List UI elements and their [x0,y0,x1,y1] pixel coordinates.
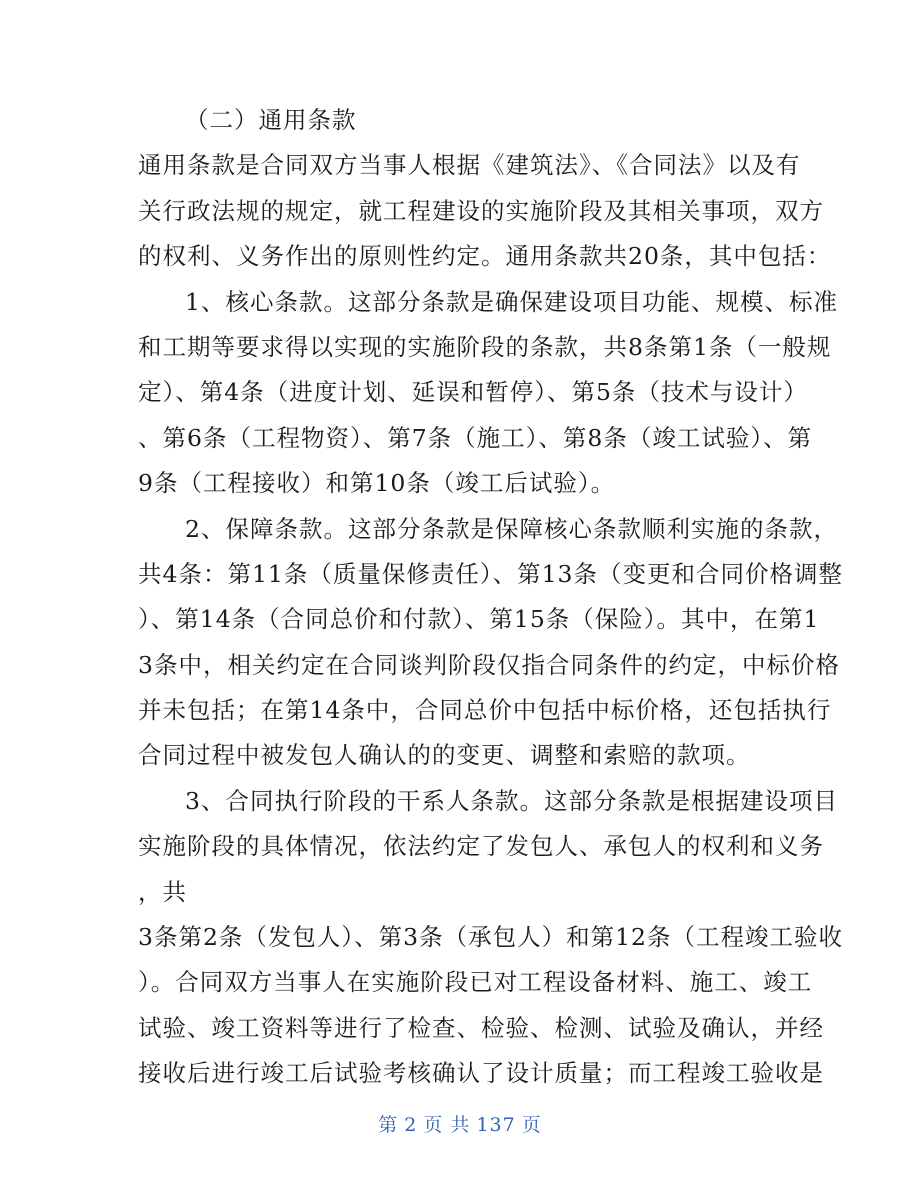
text-line: 通用条款是合同双方当事人根据《建筑法》、《合同法》以及有 [138,151,801,180]
document-body [138,98,844,1097]
text-line: ）。合同双方当事人在实施阶段已对工程设备材料、施工、竣工 [138,968,813,997]
text-line: 试验、竣工资料等进行了检查、检验、检测、试验及确认，并经 [138,1013,824,1042]
footer-prefix: 第 [378,1114,399,1136]
text-line: 和工期等要求得以实现的实施阶段的条款，共8条第1条（一般规 [138,332,832,361]
footer-suffix: 页 [521,1114,542,1136]
text-line: 合同过程中被发包人确认的的变更、调整和索赔的款项。 [138,741,751,770]
footer-page-number: 2 [404,1114,418,1136]
text-line: （二）通用条款 [185,106,357,134]
text-line: 并未包括；在第14条中，合同总价中包括中标价格，还包括执行 [138,696,832,725]
text-line: ）、第14条（合同总价和付款）、第15条（保险）。其中，在第1 [138,605,820,634]
footer-total-pages: 137 [476,1114,516,1136]
footer-middle: 页 共 [423,1114,471,1136]
page-footer [0,1110,920,1137]
text-line: 的权利、义务作出的原则性约定。通用条款共20条，其中包括： [138,242,832,271]
text-line: ，共 [138,877,187,906]
text-line: 定）、第4条（进度计划、延误和暂停）、第5条（技术与设计） [138,378,808,407]
text-line: 3、合同执行阶段的干系人条款。这部分条款是根据建设项目 [185,786,838,815]
text-line: 共4条：第11条（质量保修责任）、第13条（变更和合同价格调整 [138,559,844,588]
text-line: 关行政法规的规定，就工程建设的实施阶段及其相关事项，双方 [138,196,824,225]
text-line: 1、核心条款。这部分条款是确保建设项目功能、规模、标准 [185,287,838,316]
text-line: 3条中，相关约定在合同谈判阶段仅指合同条件的约定，中标价格 [138,650,840,679]
text-line: 、第6条（工程物资）、第7条（施工）、第8条（竣工试验）、第 [138,423,813,452]
text-line: 3条第2条（发包人）、第3条（承包人）和第12条（工程竣工验收 [138,923,844,952]
text-line: 9条（工程接收）和第10条（竣工后试验）。 [138,469,616,498]
text-line: 实施阶段的具体情况，依法约定了发包人、承包人的权利和义务 [138,832,824,861]
text-line: 接收后进行竣工后试验考核确认了设计质量；而工程竣工验收是 [138,1059,824,1088]
text-line: 2、保障条款。这部分条款是保障核心条款顺利实施的条款， [185,514,838,543]
